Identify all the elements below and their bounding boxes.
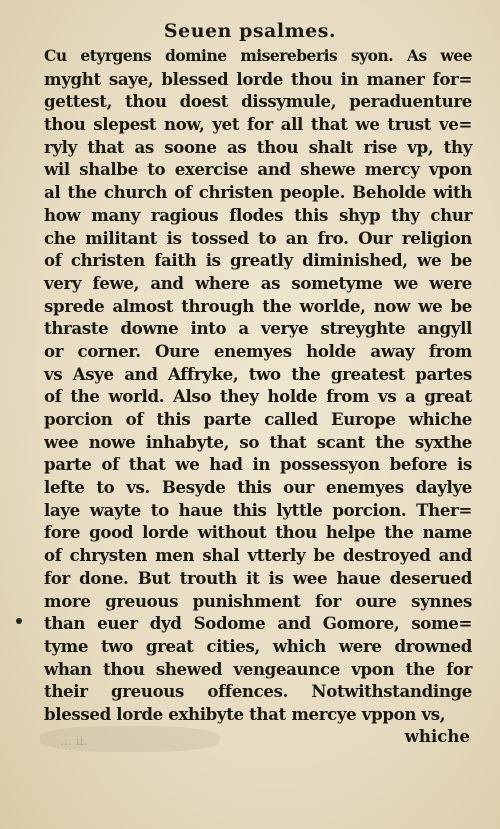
catchword: whiche <box>404 726 470 746</box>
text-line: lefte to vs. Besyde this our enemyes daylye <box>44 477 472 498</box>
text-line: sprede almost through the worlde, now we be <box>44 295 472 316</box>
text-line: laye wayte to haue this lyttle porcion. Ther= <box>44 499 472 520</box>
text-line: blessed lorde exhibyte that mercye vppon vs, <box>44 703 446 724</box>
text-line: che militant is tossed to an fro. Our religion <box>44 227 472 248</box>
signature-mark: … ii. <box>60 734 88 748</box>
text-line: for done. But trouth it is wee haue deserued <box>44 567 472 588</box>
text-line: than euer dyd Sodome and Gomore, some= <box>44 613 472 634</box>
text-line: al the church of christen people. Beholde with <box>44 182 472 203</box>
text-line: vs Asye and Affryke, two the greatest partes <box>44 363 472 384</box>
text-line: porcion of this parte called Europe whiche <box>44 409 472 429</box>
text-line: tyme two great cities, which were drowned <box>44 635 472 656</box>
text-block <box>44 45 472 726</box>
text-line: thou slepest now, yet for all that we trust ve= <box>44 114 472 135</box>
text-line: more greuous punishment for oure synnes <box>44 590 472 611</box>
text-line: how many ragious flodes this shyp thy chur <box>44 204 472 225</box>
text-line: gettest, thou doest dissymule, peraduenture <box>44 91 472 112</box>
text-line: of christen faith is greatly diminished, we be <box>44 250 472 271</box>
text-line: thraste downe into a verye streyghte angyll <box>44 318 472 339</box>
running-head: Seuen psalmes. <box>163 20 337 42</box>
margin-mark <box>16 618 22 624</box>
text-line: parte of that we had in possessyon before is <box>44 454 472 475</box>
text-line: very fewe, and where as sometyme we were <box>44 272 472 293</box>
text-line: their greuous offences. Notwithstandinge <box>44 681 472 702</box>
text-line: ryly that as soone as thou shalt rise vp, thy <box>44 136 472 157</box>
text-line: Cu etyrgens domine misereberis syon. As wee <box>44 46 472 65</box>
text-line: wee nowe inhabyte, so that scant the syxthe <box>44 431 472 452</box>
text-line: fore good lorde without thou helpe the name <box>44 522 472 543</box>
text-line: wil shalbe to exercise and shewe mercy vpon <box>44 159 472 180</box>
text-line: or corner. Oure enemyes holde away from <box>44 340 472 361</box>
text-line: of chrysten men shal vtterly be destroyed and <box>44 545 472 566</box>
text-line: whan thou shewed vengeaunce vpon the for <box>44 658 472 679</box>
text-line: of the world. Also they holde from vs a great <box>44 386 472 407</box>
text-line: myght saye, blessed lorde thou in maner for= <box>44 68 472 89</box>
